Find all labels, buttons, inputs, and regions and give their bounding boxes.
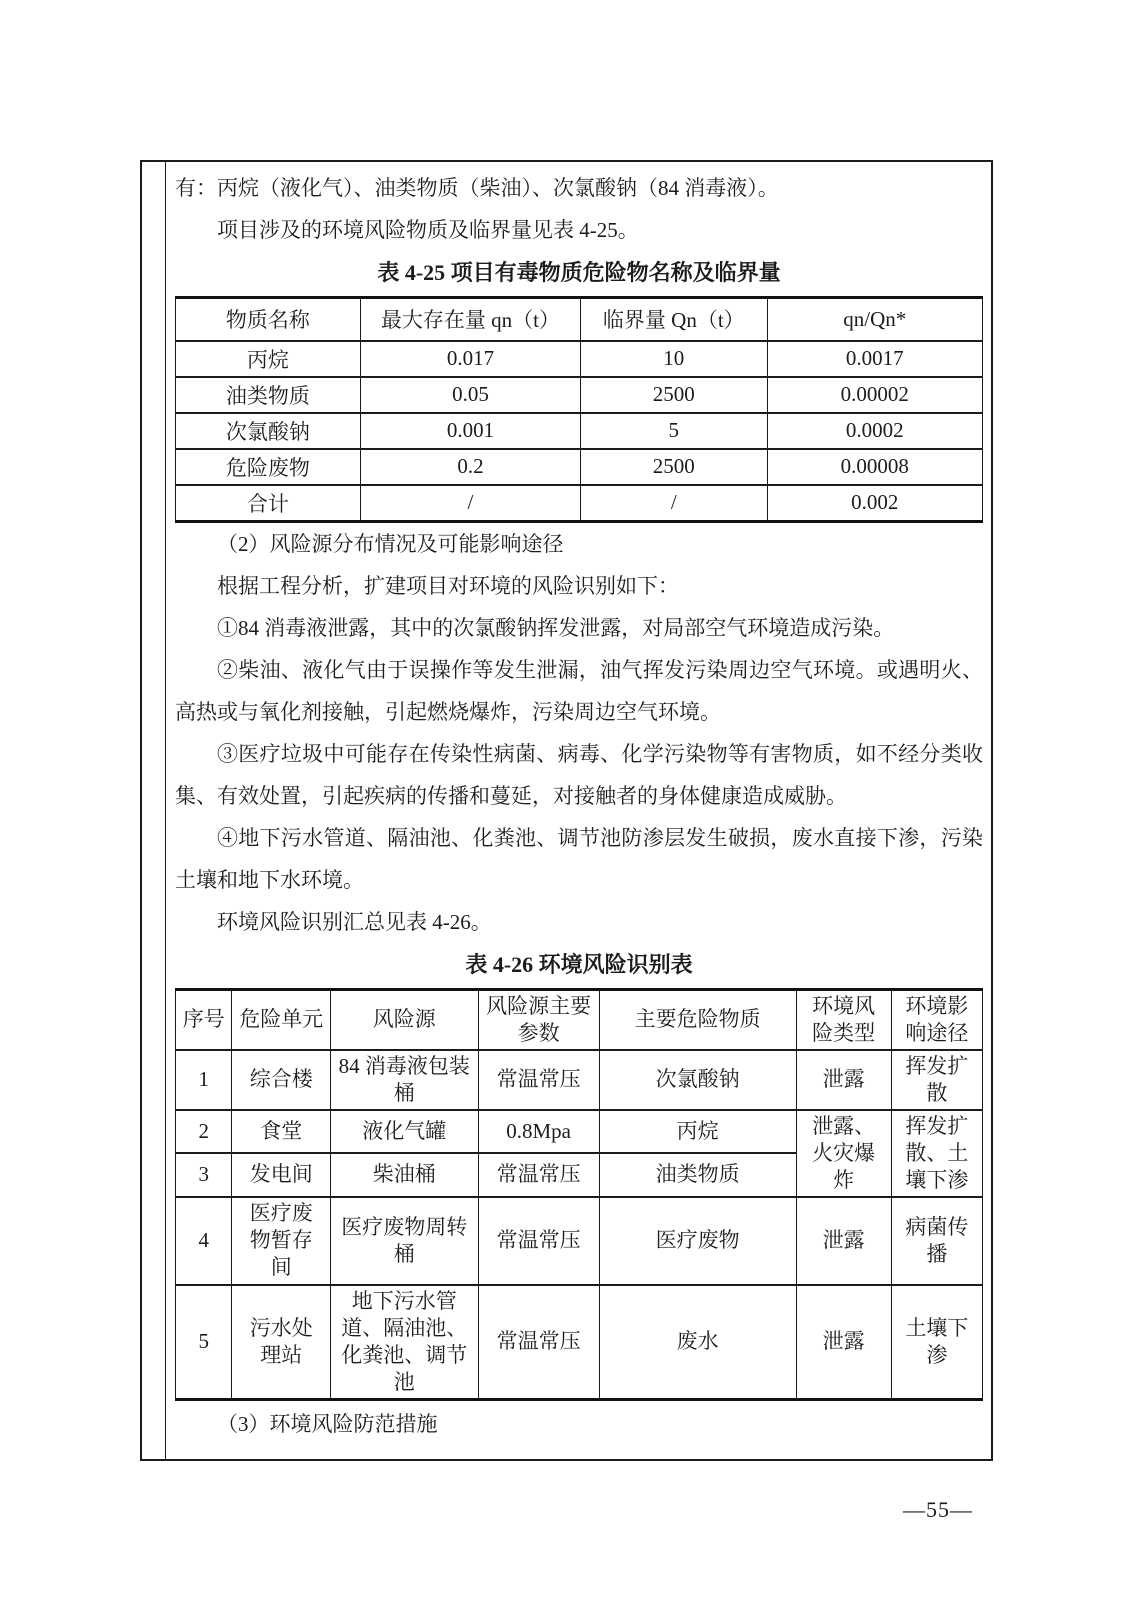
table-cell-merged-risk-type: 泄露、火灾爆炸: [796, 1110, 891, 1197]
table-cell: 3: [176, 1153, 232, 1197]
table-row: [176, 989, 983, 1050]
table-cell: /: [360, 485, 580, 522]
table-cell: 0.00002: [767, 377, 983, 413]
paragraph-see-table25: 项目涉及的环境风险物质及临界量见表 4-25。: [217, 218, 639, 242]
table-cell: 综合楼: [232, 1050, 330, 1110]
table-cell: 84 消毒液包装桶: [330, 1050, 478, 1110]
table-cell: 泄露: [796, 1050, 891, 1110]
table-row: [176, 1110, 983, 1154]
table-cell: 土壤下渗: [891, 1285, 982, 1400]
table-4-25-title: 表 4-25 项目有毒物质危险物名称及临界量: [377, 260, 781, 285]
table-row: [176, 1050, 983, 1110]
table-cell: 泄露: [796, 1197, 891, 1285]
table-cell: 0.002: [767, 485, 983, 522]
column-header-impact-pathway: 环境影响途径: [891, 989, 982, 1050]
table-cell: 2500: [581, 377, 767, 413]
table-4-26: [175, 988, 983, 1401]
table-cell: 0.05: [360, 377, 580, 413]
table-cell: 泄露: [796, 1285, 891, 1400]
paragraph-intro-continuation: 有：丙烷（液化气）、油类物质（柴油）、次氯酸钠（84 消毒液）。: [175, 176, 779, 200]
table-cell: 0.0017: [767, 341, 983, 377]
paragraph-section2-heading: （2）风险源分布情况及可能影响途径: [217, 531, 564, 556]
paragraph-section3-heading: （3）环境风险防范措施: [217, 1411, 438, 1436]
table-cell: 5: [176, 1285, 232, 1400]
table-cell: 常温常压: [478, 1285, 599, 1400]
table-cell: /: [581, 485, 767, 522]
table-cell: 4: [176, 1197, 232, 1285]
table-row: [176, 485, 983, 522]
table-cell: 2: [176, 1110, 232, 1154]
paragraph-section2-intro: 根据工程分析，扩建项目对环境的风险识别如下：: [217, 573, 679, 598]
table-row: [176, 413, 983, 449]
table-cell: 常温常压: [478, 1153, 599, 1197]
column-header-critical-quantity: 临界量 Qn（t）: [581, 298, 767, 341]
table-cell: 危险废物: [176, 449, 361, 485]
table-cell: 5: [581, 413, 767, 449]
content-area: [166, 162, 991, 1459]
table-cell: 污水处理站: [232, 1285, 330, 1400]
table-row: [176, 377, 983, 413]
table-cell: 油类物质: [176, 377, 361, 413]
column-header-ratio: qn/Qn*: [767, 298, 983, 341]
table-row: [176, 298, 983, 341]
table-cell: 0.00008: [767, 449, 983, 485]
table-cell: 食堂: [232, 1110, 330, 1154]
column-header-substance-name: 物质名称: [176, 298, 361, 341]
table-row: [176, 449, 983, 485]
column-header-serial-no: 序号: [176, 989, 232, 1050]
left-gutter-column: [142, 162, 166, 1459]
paragraph-see-table26: 环境风险识别汇总见表 4-26。: [217, 909, 492, 934]
table-cell: 柴油桶: [330, 1153, 478, 1197]
column-header-risk-source: 风险源: [330, 989, 478, 1050]
table-cell: 丙烷: [176, 341, 361, 377]
table-cell: 医疗废物暂存间: [232, 1197, 330, 1285]
table-cell: 0.017: [360, 341, 580, 377]
paragraph-risk-item-4: ④地下污水管道、隔油池、化粪池、调节池防渗层发生破损，废水直接下渗，污染土壤和地下水环境。: [175, 825, 983, 892]
column-header-hazard-unit: 危险单元: [232, 989, 330, 1050]
page-number: —55—: [903, 1497, 973, 1522]
table-cell: 医疗废物周转桶: [330, 1197, 478, 1285]
column-header-max-quantity: 最大存在量 qn（t）: [360, 298, 580, 341]
column-header-main-parameters: 风险源主要参数: [478, 989, 599, 1050]
table-cell: 常温常压: [478, 1197, 599, 1285]
table-cell: 0.2: [360, 449, 580, 485]
table-cell: 病菌传播: [891, 1197, 982, 1285]
column-header-main-hazardous-substance: 主要危险物质: [599, 989, 796, 1050]
table-cell: 液化气罐: [330, 1110, 478, 1154]
table-cell: 0.001: [360, 413, 580, 449]
table-4-26-title: 表 4-26 环境风险识别表: [465, 951, 693, 977]
table-cell: 常温常压: [478, 1050, 599, 1110]
table-cell: 油类物质: [599, 1153, 796, 1197]
table-4-25: [175, 296, 983, 523]
table-row: [176, 1197, 983, 1285]
table-cell: 0.0002: [767, 413, 983, 449]
table-cell: 0.8Mpa: [478, 1110, 599, 1154]
table-cell: 发电间: [232, 1153, 330, 1197]
table-cell: 次氯酸钠: [599, 1050, 796, 1110]
document-frame: [140, 160, 993, 1461]
paragraph-risk-item-1: ①84 消毒液泄露，其中的次氯酸钠挥发泄露，对局部空气环境造成污染。: [217, 615, 895, 640]
table-cell: 地下污水管道、隔油池、化粪池、调节池: [330, 1285, 478, 1400]
table-cell: 2500: [581, 449, 767, 485]
table-cell: 1: [176, 1050, 232, 1110]
table-row: [176, 1285, 983, 1400]
table-cell: 次氯酸钠: [176, 413, 361, 449]
paragraph-risk-item-3: ③医疗垃圾中可能存在传染性病菌、病毒、化学污染物等有害物质，如不经分类收集、有效处置，引起疾病的传播和蔓延，对接触者的身体健康造成威胁。: [175, 741, 983, 808]
table-row: [176, 341, 983, 377]
table-cell: 丙烷: [599, 1110, 796, 1154]
table-cell: 挥发扩散: [891, 1050, 982, 1110]
table-cell-merged-pathway: 挥发扩散、土壤下渗: [891, 1110, 982, 1197]
table-cell: 废水: [599, 1285, 796, 1400]
column-header-risk-type: 环境风险类型: [796, 989, 891, 1050]
table-cell: 合计: [176, 485, 361, 522]
table-cell: 10: [581, 341, 767, 377]
table-cell: 医疗废物: [599, 1197, 796, 1285]
paragraph-risk-item-2: ②柴油、液化气由于误操作等发生泄漏，油气挥发污染周边空气环境。或遇明火、高热或与氧化剂接触，引起燃烧爆炸，污染周边空气环境。: [175, 657, 983, 724]
